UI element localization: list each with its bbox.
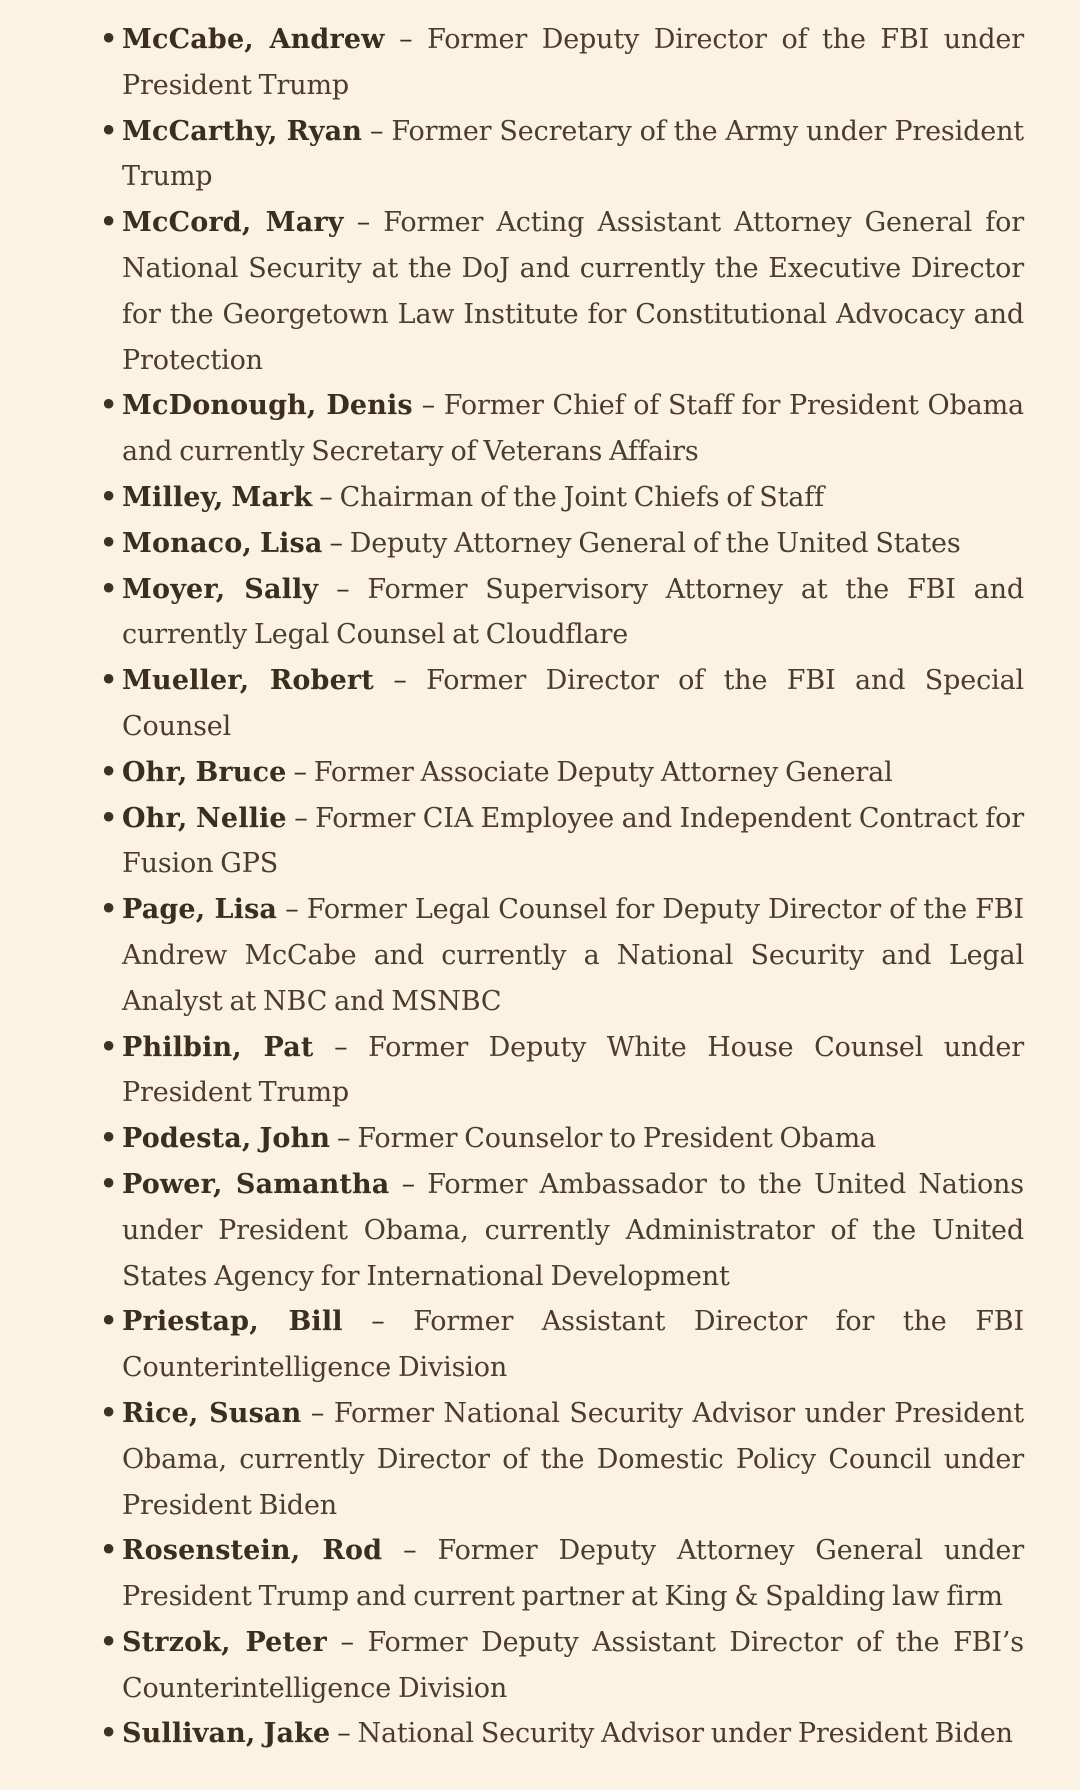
- bullet-icon: •: [100, 894, 118, 926]
- person-name: Mueller, Robert: [122, 665, 374, 697]
- person-description: Former Assistant Director for the FBI Counterintelligence Division: [122, 1306, 1025, 1384]
- person-description: Former Ambassador to the United Nations under President Obama, currently Administrator of the United States Agency for International Development: [122, 1168, 1024, 1292]
- person-name: McCarthy, Ryan: [122, 115, 363, 147]
- bullet-icon: •: [100, 802, 118, 834]
- bullet-icon: •: [100, 1535, 118, 1567]
- list-item: • Podesta, John – Former Counselor to President Obama: [122, 1116, 1024, 1162]
- list-item: • Sullivan, Jake – National Security Advisor under President Biden: [122, 1711, 1024, 1757]
- bullet-icon: •: [100, 1123, 118, 1155]
- bullet-icon: •: [100, 1306, 118, 1338]
- person-description: Former CIA Employee and Independent Contract for Fusion GPS: [122, 802, 1024, 880]
- person-name: Page, Lisa: [122, 894, 278, 926]
- person-name: Podesta, John: [122, 1123, 331, 1155]
- person-description: Former Associate Deputy Attorney General: [313, 756, 893, 788]
- list-item: • Priestap, Bill – Former Assistant Director for the FBI Counterintelligence Division: [122, 1299, 1024, 1391]
- person-name: Sullivan, Jake: [122, 1718, 331, 1750]
- list-item: • Strzok, Peter – Former Deputy Assistant Director of the FBI’s Counterintelligence Division: [122, 1620, 1024, 1712]
- person-description: Former Secretary of the Army under President Trump: [122, 115, 1025, 193]
- person-name: Milley, Mark: [122, 481, 313, 513]
- bullet-icon: •: [100, 527, 118, 559]
- list-item: • Philbin, Pat – Former Deputy White House Counsel under President Trump: [122, 1025, 1024, 1117]
- person-name: Moyer, Sally: [122, 573, 319, 605]
- bullet-icon: •: [100, 1626, 118, 1658]
- bullet-icon: •: [100, 24, 118, 55]
- person-description: Former Acting Assistant Attorney General for National Security at the DoJ and currently the Executive Director for the Georgetown Law Institute for Constitutional Advocacy and Protection: [122, 207, 1025, 376]
- list-item: • McDonough, Denis – Former Chief of Staff for President Obama and currently Secretary of Veterans Affairs: [122, 383, 1024, 475]
- list-item: • McCarthy, Ryan – Former Secretary of the Army under President Trump: [122, 109, 1024, 201]
- person-description: Former Legal Counsel for Deputy Director of the FBI Andrew McCabe and currently a National Security and Legal Analyst at NBC and MSNBC: [122, 894, 1024, 1017]
- list-item: • Ohr, Bruce – Former Associate Deputy Attorney General: [122, 750, 1024, 796]
- bullet-icon: •: [100, 1718, 118, 1750]
- person-name: Power, Samantha: [122, 1168, 390, 1200]
- list-item: • Mueller, Robert – Former Director of the FBI and Special Counsel: [122, 658, 1024, 750]
- list-item: • McCabe, Andrew – Former Deputy Director of the FBI under President Trump: [122, 17, 1024, 109]
- person-name: Monaco, Lisa: [122, 527, 323, 559]
- bullet-icon: •: [100, 207, 118, 239]
- person-description: Former Deputy Attorney General under President Trump and current partner at King & Spalding law firm: [122, 1535, 1025, 1613]
- person-description: Former Counselor to President Obama: [357, 1123, 877, 1155]
- bullet-icon: •: [100, 481, 118, 513]
- bullet-icon: •: [100, 115, 118, 147]
- list-item: • Milley, Mark – Chairman of the Joint Chiefs of Staff: [122, 475, 1024, 521]
- person-description: Former National Security Advisor under President Obama, currently Director of the Domestic Policy Council under President Biden: [122, 1397, 1025, 1521]
- person-name: Ohr, Nellie: [122, 802, 287, 834]
- person-description: Chairman of the Joint Chiefs of Staff: [339, 481, 824, 513]
- list-item: • Page, Lisa – Former Legal Counsel for Deputy Director of the FBI Andrew McCabe and currently a National Security and Legal Analyst at NBC and MSNBC: [122, 887, 1024, 1024]
- list-item: • Ohr, Nellie – Former CIA Employee and Independent Contract for Fusion GPS: [122, 796, 1024, 888]
- bullet-icon: •: [100, 665, 118, 697]
- bullet-icon: •: [100, 1031, 118, 1063]
- bullet-icon: •: [100, 1168, 118, 1200]
- people-list: [100, 17, 1025, 1757]
- person-description: Former Deputy Assistant Director of the FBI’s Counterintelligence Division: [122, 1626, 1025, 1704]
- person-name: Ohr, Bruce: [122, 756, 287, 788]
- person-name: McCord, Mary: [122, 207, 344, 239]
- person-name: Rosenstein, Rod: [122, 1535, 383, 1567]
- person-name: Philbin, Pat: [122, 1031, 314, 1063]
- person-description: Former Director of the FBI and Special Counsel: [122, 665, 1024, 742]
- bullet-icon: •: [100, 1397, 118, 1429]
- person-name: Strzok, Peter: [122, 1626, 327, 1658]
- bullet-icon: •: [100, 573, 118, 605]
- list-item: • Power, Samantha – Former Ambassador to the United Nations under President Obama, currently Administrator of the United States Agency for International Development: [122, 1162, 1024, 1299]
- list-item: • Rice, Susan – Former National Security Advisor under President Obama, currently Director of the Domestic Policy Council under President Biden: [122, 1391, 1024, 1528]
- list-item: • Rosenstein, Rod – Former Deputy Attorney General under President Trump and current partner at King & Spalding law firm: [122, 1528, 1024, 1620]
- person-name: McCabe, Andrew: [122, 24, 385, 55]
- person-name: Priestap, Bill: [122, 1306, 343, 1338]
- person-description: Former Deputy Director of the FBI under President Trump: [122, 24, 1024, 101]
- person-description: Former Chief of Staff for President Obama and currently Secretary of Veterans Affairs: [122, 390, 1024, 468]
- person-name: Rice, Susan: [122, 1397, 302, 1429]
- person-description: Former Deputy White House Counsel under President Trump: [122, 1031, 1024, 1109]
- bullet-icon: •: [100, 390, 118, 422]
- person-description: National Security Advisor under President Biden: [357, 1718, 1013, 1750]
- person-description: Deputy Attorney General of the United States: [349, 527, 961, 559]
- person-name: McDonough, Denis: [122, 390, 413, 422]
- list-item: • Monaco, Lisa – Deputy Attorney General of the United States: [122, 521, 1024, 567]
- bullet-icon: •: [100, 756, 118, 788]
- list-item: • Moyer, Sally – Former Supervisory Attorney at the FBI and currently Legal Counsel at Cloudflare: [122, 567, 1024, 659]
- list-item: • McCord, Mary – Former Acting Assistant Attorney General for National Security at the DoJ and currently the Executive Director for the Georgetown Law Institute for Constitutional Advocacy and Protection: [122, 200, 1024, 383]
- person-description: Former Supervisory Attorney at the FBI and currently Legal Counsel at Cloudflare: [122, 573, 1024, 651]
